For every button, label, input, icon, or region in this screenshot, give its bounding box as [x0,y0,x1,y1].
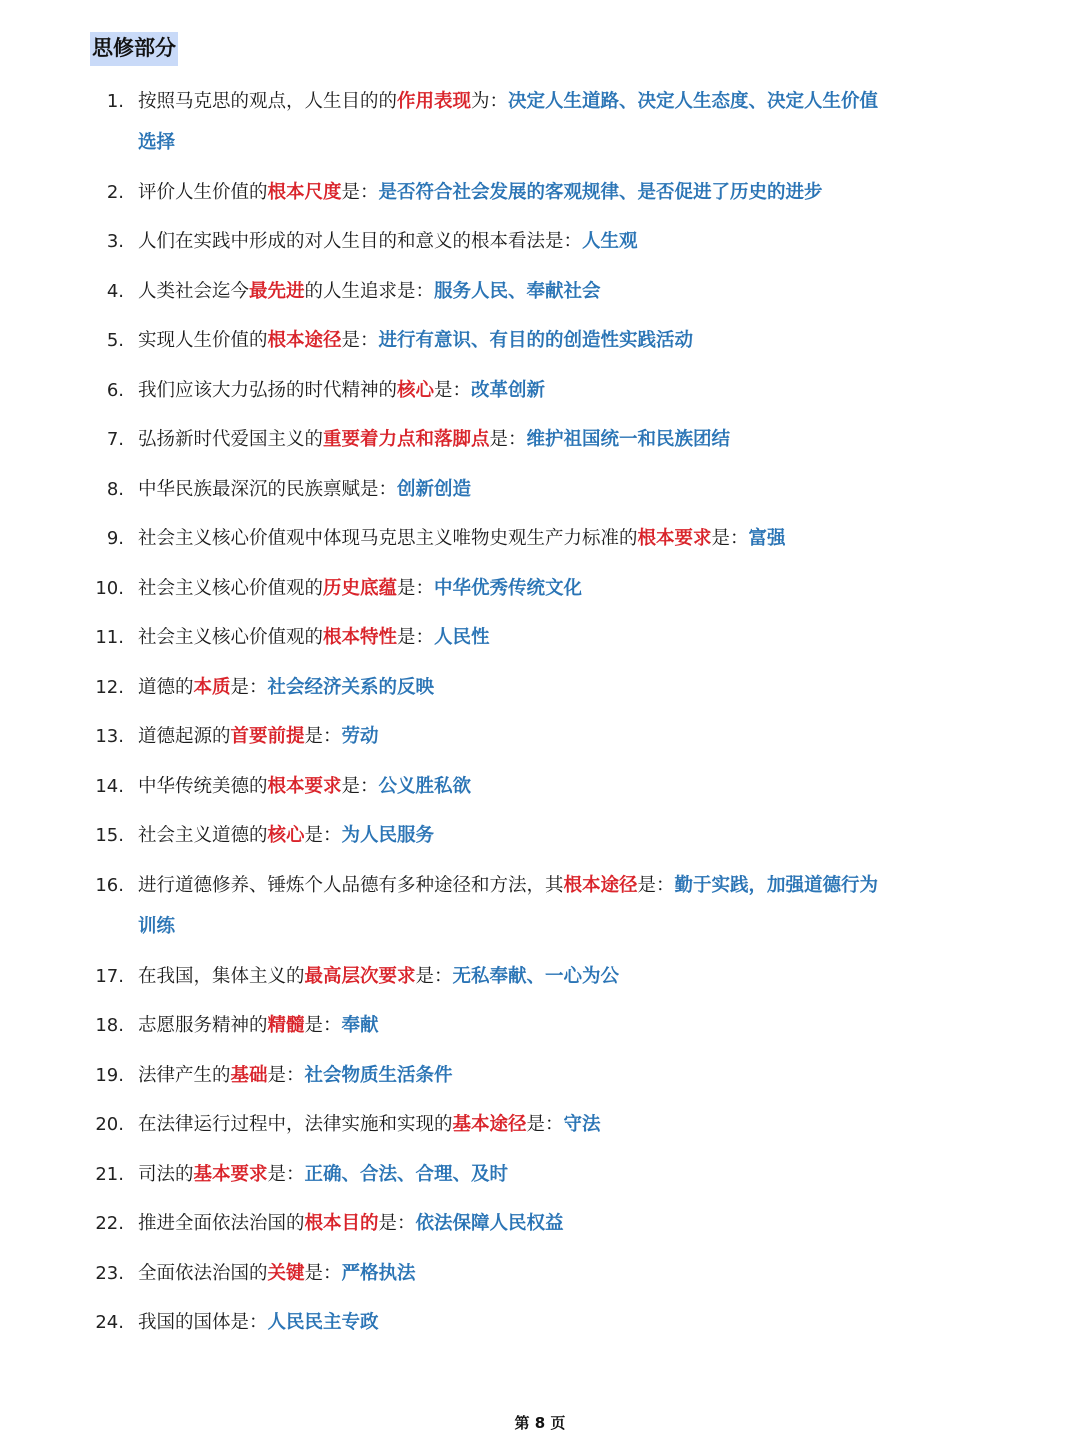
question-text: 法律产生的 [138,1065,231,1086]
answer-text: 劳动 [341,726,379,747]
keyword-highlight: 最先进 [249,281,305,302]
item-number: 18. [95,1015,124,1036]
answer-text: 正确、合法、合理、及时 [304,1164,509,1185]
question-text: 中华民族最深沉的民族禀赋是： [138,479,398,500]
list-item-continuation [138,122,175,163]
list-item [138,815,434,856]
question-text: 是： [304,1263,342,1284]
list-item [138,1253,416,1294]
question-text: 的人生追求是： [304,281,435,302]
list-item [138,956,619,997]
item-number: 22. [95,1213,124,1234]
answer-text: 人民民主专政 [267,1312,379,1333]
question-text: 推进全面依法治国的 [138,1213,305,1234]
list-item [138,320,693,361]
item-number: 13. [95,726,124,747]
item-number: 16. [95,875,124,896]
answer-text: 训练 [138,916,176,937]
answer-text: 为人民服务 [341,825,435,846]
question-text: 是： [341,776,379,797]
keyword-highlight: 核心 [397,380,435,401]
item-number: 7. [106,429,124,450]
question-text: 评价人生价值的 [138,182,268,203]
answer-text: 奉献 [341,1015,379,1036]
answer-text: 勤于实践，加强道德行为 [674,875,879,896]
question-text: 是： [230,677,268,698]
item-number: 20. [95,1114,124,1135]
item-number: 14. [95,776,124,797]
item-number: 3. [106,231,124,252]
question-text: 是： [267,1065,305,1086]
question-text: 司法的 [138,1164,194,1185]
answer-text: 决定人生道路、决定人生态度、决定人生价值 [508,91,879,112]
answer-text: 创新创造 [397,479,472,500]
list-item [138,617,490,658]
list-item-continuation [138,906,175,947]
item-number: 1. [106,91,124,112]
list-item [138,370,545,411]
item-number: 19. [95,1065,124,1086]
question-text: 社会主义核心价值观的 [138,627,324,648]
item-number: 23. [95,1263,124,1284]
answer-text: 人生观 [582,231,638,252]
question-text: 是： [304,726,342,747]
answer-text: 改革创新 [471,380,546,401]
question-text: 人们在实践中形成的对人生目的和意义的根本看法是： [138,231,583,252]
keyword-highlight: 历史底蕴 [323,578,398,599]
answer-text: 无私奉献、一心为公 [452,966,620,987]
question-text: 道德起源的 [138,726,231,747]
list-item [138,518,786,559]
question-text: 是： [304,825,342,846]
keyword-highlight: 根本特性 [323,627,398,648]
question-text: 我国的国体是： [138,1312,268,1333]
list-item [138,1055,453,1096]
question-text: 是： [341,330,379,351]
list-item [138,1302,379,1343]
question-text: 中华传统美德的 [138,776,268,797]
item-number: 11. [95,627,124,648]
keyword-highlight: 重要着力点和落脚点 [323,429,490,450]
keyword-highlight: 作用表现 [397,91,472,112]
list-item [138,1005,379,1046]
list-item [138,865,878,906]
list-item [138,1154,508,1195]
list-item [138,766,471,807]
question-text: 弘扬新时代爱国主义的 [138,429,324,450]
keyword-highlight: 最高层次要求 [304,966,416,987]
answer-text: 进行有意识、有目的的创造性实践活动 [378,330,694,351]
keyword-highlight: 首要前提 [230,726,305,747]
keyword-highlight: 基础 [230,1065,268,1086]
answer-text: 社会经济关系的反映 [267,677,435,698]
answer-text: 人民性 [434,627,490,648]
keyword-highlight: 基本途径 [452,1114,527,1135]
keyword-highlight: 关键 [267,1263,305,1284]
section-title: 思修部分 [90,32,178,66]
keyword-highlight: 基本要求 [193,1164,268,1185]
answer-text: 依法保障人民权益 [415,1213,564,1234]
question-text: 社会主义核心价值观的 [138,578,324,599]
list-item [138,271,601,312]
question-text: 是： [526,1114,564,1135]
question-text: 按照马克思的观点，人生目的的 [138,91,398,112]
list-item [138,1203,564,1244]
answer-text: 公义胜私欲 [378,776,472,797]
list-item [138,716,379,757]
item-number: 8. [106,479,124,500]
list-item [138,568,582,609]
answer-text: 严格执法 [341,1263,416,1284]
answer-text: 社会物质生活条件 [304,1065,453,1086]
question-text: 是： [378,1213,416,1234]
question-text: 是： [434,380,472,401]
question-text: 社会主义道德的 [138,825,268,846]
question-text: 社会主义核心价值观中体现马克思主义唯物史观生产力标准的 [138,528,638,549]
list-item [138,667,434,708]
question-text: 是： [489,429,527,450]
list-item [138,81,878,122]
question-text: 是： [397,627,435,648]
page-number: 第 8 页 [514,1414,566,1432]
answer-text: 守法 [563,1114,601,1135]
question-text: 是： [267,1164,305,1185]
list-item [138,419,730,460]
keyword-highlight: 核心 [267,825,305,846]
question-text: 志愿服务精神的 [138,1015,268,1036]
item-number: 5. [106,330,124,351]
keyword-highlight: 根本要求 [637,528,712,549]
question-text: 道德的 [138,677,194,698]
question-text: 人类社会迄今 [138,281,250,302]
keyword-highlight: 根本尺度 [267,182,342,203]
question-text: 为： [471,91,509,112]
item-number: 24. [95,1312,124,1333]
answer-text: 维护祖国统一和民族团结 [526,429,731,450]
item-number: 2. [106,182,124,203]
item-number: 6. [106,380,124,401]
item-number: 15. [95,825,124,846]
answer-text: 服务人民、奉献社会 [434,281,601,302]
question-text: 全面依法治国的 [138,1263,268,1284]
keyword-highlight: 根本途径 [563,875,638,896]
list-item [138,172,823,213]
question-text: 是： [397,578,435,599]
keyword-highlight: 根本要求 [267,776,342,797]
list-item [138,1104,601,1145]
answer-text: 是否符合社会发展的客观规律、是否促进了历史的进步 [378,182,823,203]
question-text: 是： [637,875,675,896]
question-text: 在法律运行过程中，法律实施和实现的 [138,1114,453,1135]
question-text: 是： [711,528,749,549]
item-number: 21. [95,1164,124,1185]
question-text: 是： [304,1015,342,1036]
list-item [138,221,638,262]
list-item [138,469,471,510]
question-text: 进行道德修养、锤炼个人品德有多种途径和方法，其 [138,875,564,896]
question-text: 是： [341,182,379,203]
keyword-highlight: 精髓 [267,1015,305,1036]
question-text: 我们应该大力弘扬的时代精神的 [138,380,398,401]
answer-text: 选择 [138,132,176,153]
question-text: 是： [415,966,453,987]
keyword-highlight: 根本目的 [304,1213,379,1234]
question-text: 在我国，集体主义的 [138,966,305,987]
item-number: 10. [95,578,124,599]
keyword-highlight: 根本途径 [267,330,342,351]
answer-text: 中华优秀传统文化 [434,578,583,599]
question-text: 实现人生价值的 [138,330,268,351]
item-number: 17. [95,966,124,987]
item-number: 4. [106,281,124,302]
item-number: 12. [95,677,124,698]
keyword-highlight: 本质 [193,677,231,698]
item-number: 9. [106,528,124,549]
answer-text: 富强 [748,528,786,549]
